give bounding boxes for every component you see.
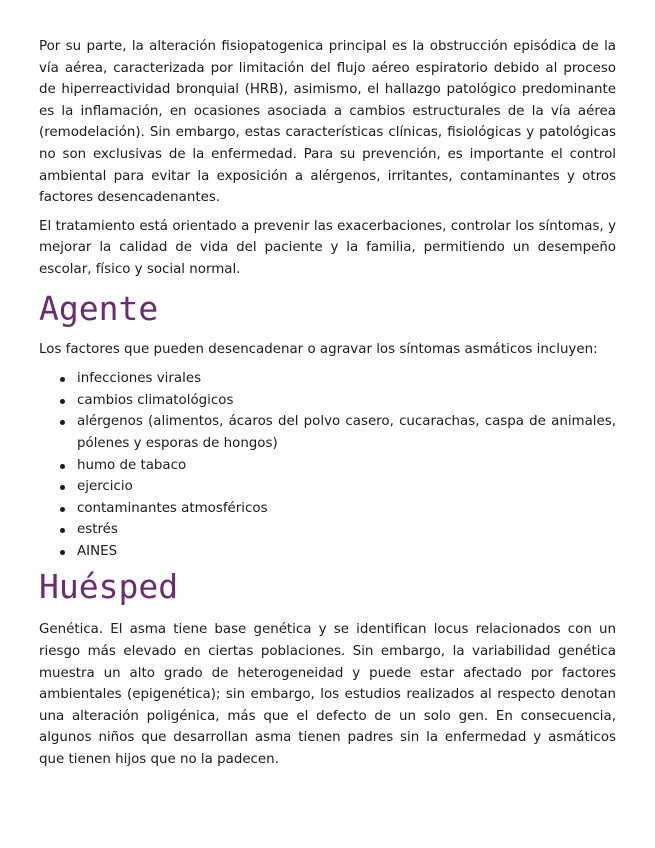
list-item [39, 411, 616, 454]
list-item-text: cambios climatológicos [77, 392, 234, 408]
list-item-text: estrés [77, 522, 118, 538]
list-item [39, 455, 616, 477]
list-item-text: humo de tabaco [77, 457, 187, 473]
list-item [39, 476, 616, 498]
huesped-heading: Huésped [39, 567, 179, 607]
list-item-text: contaminantes atmosféricos [77, 500, 268, 516]
list-item-text: infecciones virales [77, 371, 202, 387]
bullet-icon [60, 420, 65, 425]
document-page [39, 36, 616, 771]
bullet-icon [60, 507, 65, 512]
list-item-text: ejercicio [77, 479, 133, 495]
bullet-icon [60, 528, 65, 533]
huesped-paragraph: Genética. El asma tiene base genética y se identifican locus relacionados con un riesgo más elevado en ciertas poblaciones. Sin embargo, la variabilidad genética muestra un alto grado de heterogeneidad y puede estar afectado por factores ambientales (epigenética); sin embargo, los estudios realizados al respecto denotan una alteración poligénica, más que el defecto de un solo gen. En consecuencia, algunos niños que desarrollan asma tienen padres sin la enfermedad y asmáticos que tienen hijos que no la padecen. [39, 622, 616, 768]
list-item [39, 368, 616, 390]
list-item [39, 541, 616, 563]
list-item [39, 519, 616, 541]
bullet-icon [60, 485, 65, 490]
agente-heading: Agente [39, 288, 159, 328]
agente-factor-list [39, 368, 616, 562]
agente-intro: Los factores que pueden desencadenar o agravar los síntomas asmáticos incluyen: [39, 341, 598, 357]
bullet-icon [60, 550, 65, 555]
list-item-text: AINES [77, 543, 118, 559]
list-item [39, 498, 616, 520]
bullet-icon [60, 377, 65, 382]
intro-paragraph-2: El tratamiento está orientado a prevenir las exacerbaciones, controlar los síntomas, y mejorar la calidad de vida del paciente y la familia, permitiendo un desempeño escolar, físico y social normal. [39, 218, 616, 277]
list-item-text: alérgenos (alimentos, ácaros del polvo casero, cucarachas, caspa de animales, pólenes y esporas de hongos) [77, 414, 616, 451]
list-item [39, 390, 616, 412]
bullet-icon [60, 464, 65, 469]
bullet-icon [60, 399, 65, 404]
intro-paragraph-1: Por su parte, la alteración fisiopatogenica principal es la obstrucción episódica de la vía aérea, caracterizada por limitación del flujo aéreo espiratorio debido al proceso de hiperreactividad bronquial (HRB), asimismo, el hallazgo patológico predominante es la inflamación, en ocasiones asociada a cambios estructurales de la vía aérea (remodelación). Sin embargo, estas características clínicas, fisiológicas y patológicas no son exclusivas de la enfermedad. Para su prevención, es importante el control ambiental para evitar la exposición a alérgenos, irritantes, contaminantes y otros factores desencadenantes. [39, 39, 616, 206]
